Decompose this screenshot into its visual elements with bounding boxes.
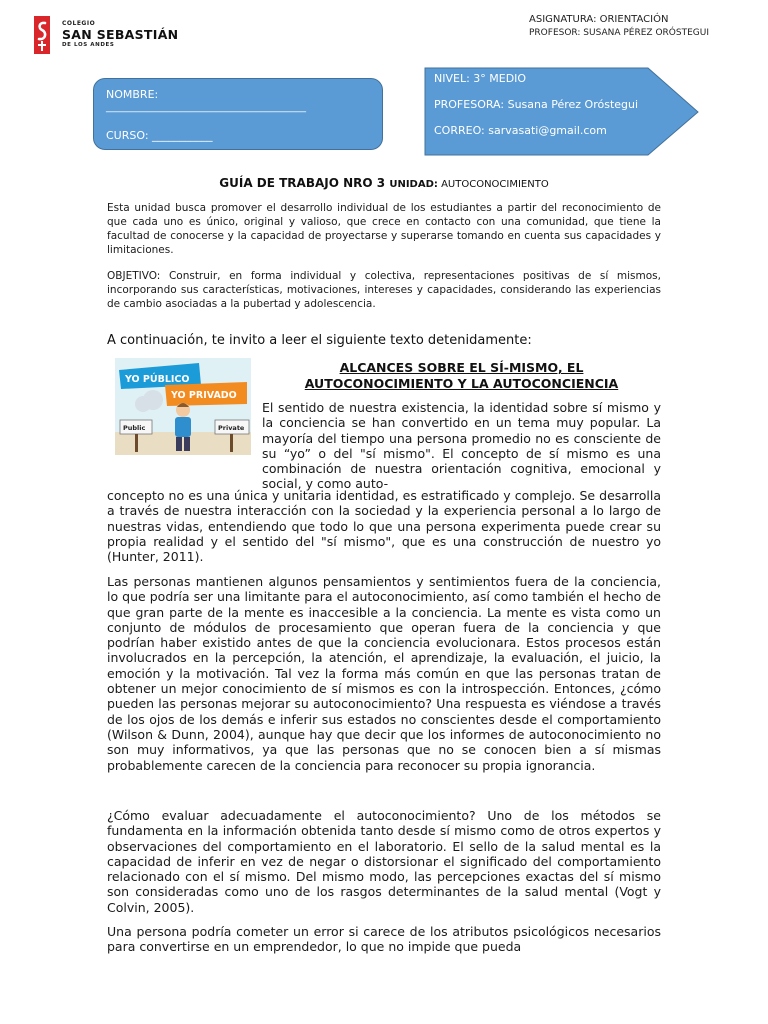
paragraph-4: Una persona podría cometer un error si carece de los atributos psicológicos necesarios para convertirse en un emprendedor, lo que no impide que pueda xyxy=(107,924,661,955)
article-title: ALCANCES SOBRE EL SÍ-MISMO, EL AUTOCONOCIMIENTO Y LA AUTOCONCIENCIA xyxy=(304,360,619,391)
paragraph-1-continued: concepto no es una única y unitaria identidad, es estratificado y complejo. Se desarrolla a través de nuestra interacción con la sociedad y la experiencia personal a lo largo de nuestras vidas, entendiendo que todo lo que una persona experimenta puede crear su propia realidad y el sentido del "sí mismo", que es una construcción de nuestro yo (Hunter, 2011). xyxy=(107,488,661,565)
paragraph-1-wrapped: El sentido de nuestra existencia, la identidad sobre sí mismo y la conciencia se han convertido en un tema muy popular. La mayoría del tiempo una persona promedio no es consciente de su “yo” o del "sí mismo". El concepto de sí mismo es una combinación de nuestra orientación cognitiva, emocional y social, y como auto- xyxy=(262,400,661,492)
guide-title: GUÍA DE TRABAJO NRO 3 UNIDAD: AUTOCONOCIMIENTO xyxy=(219,176,549,190)
reading-instruction: A continuación, te invito a leer el siguiente texto detenidamente: xyxy=(107,333,532,348)
school-logo-icon xyxy=(30,14,54,56)
svg-text:Public: Public xyxy=(123,424,146,432)
email-label: CORREO: sarvasati@gmail.com xyxy=(434,124,607,137)
name-line[interactable]: ________________________________________ xyxy=(106,102,306,113)
self-illustration xyxy=(115,358,251,455)
school-label: COLEGIO xyxy=(62,20,96,27)
course-label[interactable]: CURSO: ___________ xyxy=(106,129,213,142)
subject-label: ASIGNATURA: ORIENTACIÓN xyxy=(529,14,669,25)
intro-paragraph: Esta unidad busca promover el desarrollo individual de los estudiantes a partir del reconocimiento de que cada uno es único, original y valioso, que crece en contacto con una comunidad, que tiene la facultad de conocerse y la capacidad de proyectarse y superarse tomando en cuenta sus capacidades y limitaciones. xyxy=(107,202,661,256)
svg-text:YO PRIVADO: YO PRIVADO xyxy=(171,390,237,401)
svg-text:YO PÚBLICO: YO PÚBLICO xyxy=(125,374,190,385)
person-signs-icon xyxy=(115,358,251,455)
objective-paragraph: OBJETIVO: Construir, en forma individual y colectiva, representaciones positivas de sí mismos, incorporando sus características, motivaciones, intereses y capacidades, considerando las experiencias de cambio asociadas a la pubertad y adolescencia. xyxy=(107,270,661,310)
student-info-box xyxy=(93,78,383,150)
level-label: NIVEL: 3° MEDIO xyxy=(434,72,527,85)
course-info-box xyxy=(424,67,700,157)
school-location: DE LOS ANDES xyxy=(62,42,115,48)
paragraph-3: ¿Cómo evaluar adecuadamente el autoconocimiento? Uno de los métodos se fundamenta en la información obtenida tanto desde sí mismo como de otros expertos y observaciones del comportamiento en el laboratorio. El sello de la salud mental es la capacidad de inferir en vez de negar o distorsionar el significado del comportamiento relacionado con el sí mismo. Del mismo modo, las percepciones exactas del sí mismo son consideradas como uno de los rasgos determinantes de la salud mental (Vogt y Colvin, 2005). xyxy=(107,808,661,915)
paragraph-2: Las personas mantienen algunos pensamientos y sentimientos fuera de la conciencia, lo que podría ser una limitante para el autoconocimiento, así como también el hecho de que gran parte de la mente es inaccesible a la conciencia. La mente es vista como un conjunto de módulos de procesamiento que operan fuera de la conciencia y que podrían haber existido antes de que la conciencia evolucionara. Estos procesos están involucrados en la percepción, la atención, el aprendizaje, la evaluación, el juicio, la emoción y la motivación. Tal vez la forma más común en que las personas tratan de obtener un mejor conocimiento de sí mismos es con la introspección. Entonces, ¿cómo pueden las personas mejorar su autoconocimiento? Una respuesta es viéndose a través de los ojos de los demás e inferir sus estados no conscientes desde el comportamiento (Wilson & Dunn, 2004), aunque hay que decir que los informes de autoconocimiento no son muy informativos, ya que las personas que no se conocen bien a sí mismas probablemente carecen de la conciencia para reconocer su propia ignorancia. xyxy=(107,574,661,773)
school-name: SAN SEBASTIÁN xyxy=(62,27,179,42)
name-label: NOMBRE: xyxy=(106,88,159,101)
teacher-label: PROFESOR: SUSANA PÉREZ ORÓSTEGUI xyxy=(529,28,709,38)
teacher-name: PROFESORA: Susana Pérez Oróstegui xyxy=(434,98,639,111)
svg-text:Private: Private xyxy=(218,424,245,432)
